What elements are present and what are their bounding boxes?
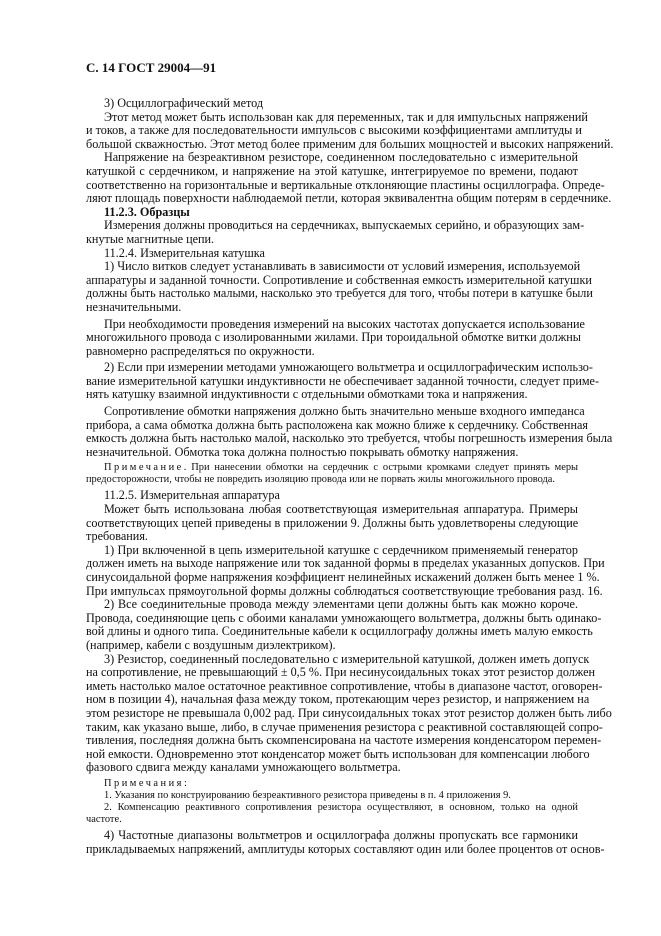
text-line: 2. Компенсацию реактивного сопротивления резистора осуществляют, в основном, только на одной xyxy=(104,801,578,813)
text-line: синусоидальной форме напряжения коэффициент нелинейных искажений должен быть менее 1 %. xyxy=(86,570,600,584)
paragraph xyxy=(86,651,612,775)
note-label: Примечания xyxy=(104,777,184,789)
page-header: С. 14 ГОСТ 29004—91 xyxy=(86,60,217,75)
text-line: вой длины и одного типа. Соединительные кабели к осциллографу должны иметь малую емкость xyxy=(86,624,593,639)
text-line: и токов, а также для последовательности импульсов с высокими коэффициентами амплитуды и xyxy=(86,123,582,138)
text-line: прикладываемых напряжений, амплитуды которых составляют один или более процентов от основ- xyxy=(86,841,605,856)
text-line: 4) Частотные диапазоны вольтметров и осциллографа должны пропускать все гармоники xyxy=(104,827,578,842)
section-heading xyxy=(86,206,578,220)
note-text: . При нанесении обмотки на сердечник с острыми кромками следует принять меры xyxy=(183,462,578,474)
text-line: тивления, последняя должна быть скомпенсирована на частоте измерения конденсатором перемен- xyxy=(86,733,602,748)
paragraph xyxy=(86,489,578,503)
text-line: фазового сдвига между каналами умножающего вольтметра. xyxy=(86,760,401,775)
paragraph xyxy=(86,218,585,246)
note-paragraph xyxy=(86,778,578,790)
text-line: нять катушку взаимной индуктивности с отдельными обмотками тока и напряжения. xyxy=(86,387,528,402)
text-line: 1) При включенной в цепь измерительной катушке с сердечником применяемый генератор xyxy=(104,542,578,557)
note-paragraph xyxy=(86,462,578,486)
text-line: многожильного провода с изолированными жилами. При тороидальной обмотке витки должны xyxy=(86,330,581,345)
paragraph xyxy=(86,503,578,544)
paragraph xyxy=(86,404,613,459)
text-line: прибора, а сама обмотка должна быть расположена как можно ближе к сердечнику. Собственная xyxy=(86,417,588,432)
document-body xyxy=(86,96,614,856)
paragraph xyxy=(86,360,600,402)
text-line: 1. Указания по конструированию безреактивного резистора приведены в п. 4 приложения 9. xyxy=(104,789,511,801)
text-line: Напряжение на безреактивном резисторе, соединенном последовательно с измерительной xyxy=(104,150,578,165)
text-line: ной емкости. Одновременно этот конденсатор может быть использован для компенсации любого xyxy=(86,746,590,761)
text-line xyxy=(86,778,578,790)
text-line: ном в позиции 4), начальная фаза между током, протекающим через резистор, и напряжением на xyxy=(86,692,590,707)
note-text: : xyxy=(183,777,187,789)
text-line: 3) Осциллографический метод xyxy=(104,96,264,110)
text-line: 11.2.4. Измерительная катушка xyxy=(104,245,265,260)
text-line: 1) Число витков следует устанавливать в зависимости от условий измерения, используемой xyxy=(104,259,581,274)
text-line: Может быть использована любая соответствующая измерительная аппаратура. Примеры xyxy=(104,502,578,517)
text-line: соответственно на горизонтальные и вертикальные отклоняющие пластины осциллографа. Опреде- xyxy=(86,177,605,192)
text-line: равномерно распределяться по окружности. xyxy=(86,343,315,358)
paragraph xyxy=(86,247,578,261)
text-line: 11.2.5. Измерительная аппаратура xyxy=(104,488,280,503)
text-line: При необходимости проведения измерений на высоких частотах допускается использование xyxy=(104,316,585,331)
text-line: таким, как указано выше, либо, в случае применения резистора с реактивной составляющей сопро- xyxy=(86,719,603,734)
text-line: При импульсах прямоугольной формы должны соблюдаться соответствующие требования разд. 16. xyxy=(86,583,603,598)
note-paragraph xyxy=(86,790,578,802)
paragraph xyxy=(86,150,612,206)
text-line: этом резисторе не превышала 0,002 рад. При синусоидальных токах этот резистор должен быть либо xyxy=(86,705,612,720)
text-line: Измерения должны проводиться на сердечниках, выпускаемых серийно, и образующих зам- xyxy=(104,218,585,233)
text-line: на сопротивление, не превышающий ± 0,5 %. При несинусоидальных токах этот резистор должен xyxy=(86,665,596,680)
paragraph xyxy=(86,97,578,111)
text-line: частоте. xyxy=(86,813,122,825)
text-line: вание измерительной катушки индуктивности не обеспечивает заданной точности, следует приме- xyxy=(86,373,600,388)
text-line: соответствующих цепей приведены в приложении 9. Должны быть удовлетворены следующие xyxy=(86,515,579,530)
text-line: должен иметь на выходе напряжение или ток заданной формы в пределах указанных допусков. При xyxy=(86,556,605,571)
text-line: ляют площадь поверхности наблюдаемой петли, которая эквивалентна общим потерям в сердечнике. xyxy=(86,191,612,206)
text-line: Провода, соединяющие цепь с обоими каналами умножающего вольтметра, должны быть одинако- xyxy=(86,610,602,625)
text-line xyxy=(86,462,578,474)
text-line: незначительной. Обмотка тока должна полностью покрывать обмотку напряжения. xyxy=(86,444,519,459)
note-label: Примечание xyxy=(104,462,184,474)
text-line: кнутые магнитные цепи. xyxy=(86,231,215,246)
text-line: 2) Все соединительные провода между элементами цепи должны быть как можно короче. xyxy=(104,597,578,612)
text-line: аппаратуры и заданной точности. Сопротивление и собственная емкость измерительной катушки xyxy=(86,272,592,287)
note-paragraph xyxy=(86,802,578,826)
paragraph xyxy=(86,542,605,598)
text-line: 3) Резистор, соединенный последовательно с измерительной катушкой, должен иметь допуск xyxy=(104,651,590,666)
text-line: иметь настолько малое остаточное реактивное сопротивление, чтобы в диапазоне частот, оговорен- xyxy=(86,678,603,693)
text-line: Сопротивление обмотки напряжения должно быть значительно меньше входного импеданса xyxy=(104,404,585,419)
paragraph xyxy=(86,316,585,359)
text-line: катушкой с сердечником, и напряжение на этой катушке, интегрируемое по времени, подают xyxy=(86,163,578,178)
text-line: 11.2.3. Образцы xyxy=(104,204,190,219)
text-line: требования. xyxy=(86,529,148,544)
paragraph xyxy=(86,259,593,314)
text-line: незначительными. xyxy=(86,299,182,314)
text-line: 2) Если при измерении методами умножающего вольтметра и осциллографическим использо- xyxy=(104,360,593,375)
text-line: емкость должна быть настолько малой, насколько это требуется, чтобы погрешность измерения была xyxy=(86,431,613,446)
text-line: (например, кабели с воздушным диэлектриком). xyxy=(86,637,336,652)
text-line: предосторожности, чтобы не повредить изоляцию провода или не порвать жилы многожильного провода. xyxy=(86,474,556,486)
text-line: большой скважностью. Этот метод более применим для больших мощностей и высоких напряжений. xyxy=(86,136,614,151)
text-line: должны быть настолько малыми, насколько это требуется для того, чтобы потери в катушке были xyxy=(86,286,593,301)
paragraph xyxy=(86,109,614,152)
paragraph xyxy=(86,827,605,856)
text-line: Этот метод может быть использован как для переменных, так и для импульсных напряжений xyxy=(104,109,588,124)
paragraph xyxy=(86,597,602,652)
